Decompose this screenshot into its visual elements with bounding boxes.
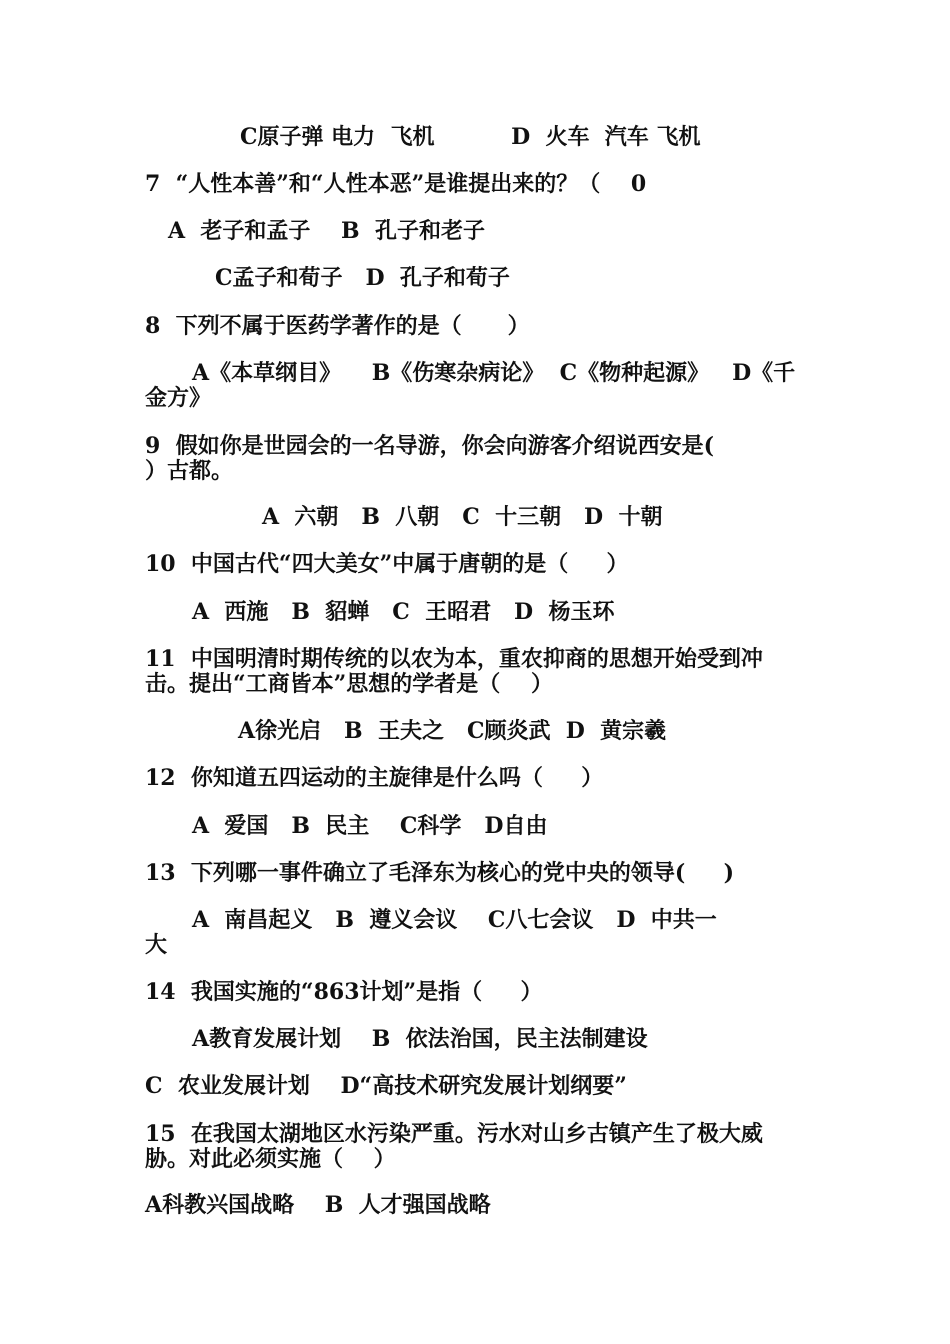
q12-options: A 爱国 B 民主 C科学 D自由 bbox=[192, 813, 548, 839]
q10-question: 10 中国古代“四大美女”中属于唐朝的是（ ） bbox=[145, 551, 629, 577]
q14-question: 14 我国实施的“863计划”是指（ ） bbox=[145, 979, 543, 1005]
q8-options: A《本草纲目》 B《伤寒杂病论》 C《物种起源》 D《千 bbox=[192, 360, 796, 386]
q13-question: 13 下列哪一事件确立了毛泽东为核心的党中央的领导( ) bbox=[145, 860, 735, 886]
q9-question-wrap: ）古都。 bbox=[145, 458, 234, 484]
q9-question: 9 假如你是世园会的一名导游，你会向游客介绍说西安是( bbox=[145, 433, 715, 459]
q14-options-ab: A教育发展计划 B 依法治国，民主法制建设 bbox=[192, 1026, 648, 1052]
q14-options-cd: C 农业发展计划 D“高技术研究发展计划纲要” bbox=[145, 1073, 627, 1099]
q12-question: 12 你知道五四运动的主旋律是什么吗（ ） bbox=[145, 765, 604, 791]
q11-question: 11 中国明清时期传统的以农为本，重农抑商的思想开始受到冲 bbox=[145, 646, 763, 672]
q7-question: 7 “人性本善”和“人性本恶”是谁提出来的？（ 0 bbox=[145, 171, 647, 197]
q7-options-ab: A 老子和孟子 B 孔子和老子 bbox=[168, 218, 485, 244]
q15-question: 15 在我国太湖地区水污染严重。污水对山乡古镇产生了极大威 bbox=[145, 1121, 763, 1147]
q15-options-ab: A科教兴国战略 B 人才强国战略 bbox=[145, 1192, 491, 1218]
q11-question-wrap: 击。提出“工商皆本”思想的学者是（ ） bbox=[145, 671, 553, 697]
q7-options-cd: C孟子和荀子 D 孔子和荀子 bbox=[215, 265, 510, 291]
q6-options-cd: C原子弹 电力 飞机 D 火车 汽车 飞机 bbox=[240, 124, 701, 150]
q13-options-wrap: 大 bbox=[145, 932, 168, 958]
q8-question: 8 下列不属于医药学著作的是（ ） bbox=[145, 313, 530, 339]
q9-options: A 六朝 B 八朝 C 十三朝 D 十朝 bbox=[262, 504, 663, 530]
q11-options: A徐光启 B 王夫之 C顾炎武 D 黄宗羲 bbox=[238, 718, 667, 744]
q15-question-wrap: 胁。对此必须实施（ ） bbox=[145, 1146, 396, 1172]
q8-options-wrap: 金方》 bbox=[145, 385, 212, 411]
q13-options: A 南昌起义 B 遵义会议 C八七会议 D 中共一 bbox=[192, 907, 717, 933]
q10-options: A 西施 B 貂蝉 C 王昭君 D 杨玉环 bbox=[192, 599, 615, 625]
